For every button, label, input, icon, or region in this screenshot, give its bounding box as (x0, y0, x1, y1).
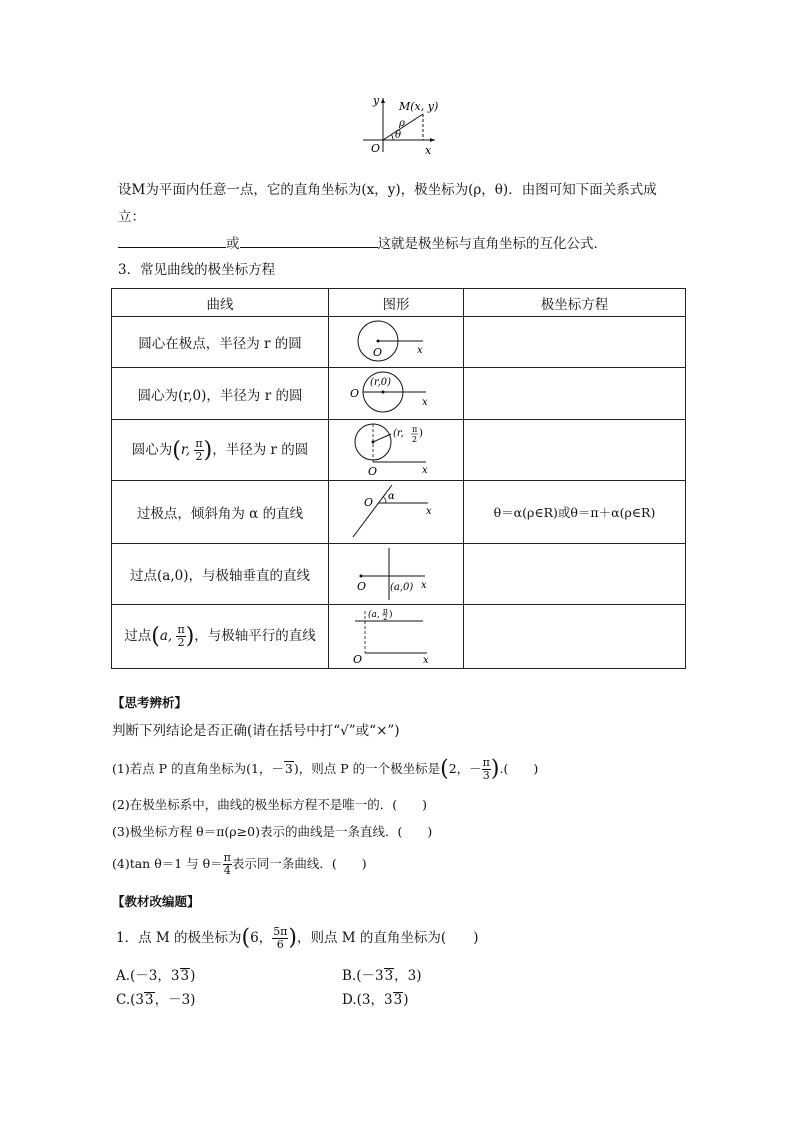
fig-x: x (423, 654, 429, 666)
figure-cell (329, 368, 464, 420)
fig-x: x (421, 580, 427, 591)
circle-above-pole-figure (348, 422, 444, 478)
table-row (112, 481, 686, 544)
or-word: 或 (226, 236, 240, 252)
svg-text:): ) (419, 428, 423, 439)
fig-center-label: (r, (393, 428, 404, 439)
header-figure: 图形 (329, 289, 464, 317)
circle-through-pole-figure (346, 371, 446, 417)
figure-y-label: y (373, 94, 380, 107)
figure-cell (329, 544, 464, 605)
figure-cell (329, 420, 464, 481)
fig-x: x (422, 465, 428, 476)
thinking-heading: 【思考辨析】 (112, 695, 188, 710)
formula-blanks-line (118, 233, 607, 254)
curve-cell: 过极点，倾斜角为 α 的直线 (112, 481, 329, 544)
fig-pi-den: 2 (412, 435, 418, 444)
fig-alpha: α (388, 491, 395, 502)
figure-rho-label: ρ (399, 118, 405, 129)
thinking-q2: (2)在极坐标系中，曲线的极坐标方程不是唯一的．( ) (112, 797, 427, 812)
pi-over-2-fraction: $\frac{\pi}{2}$ (195, 436, 203, 463)
fig-pi-num: π (412, 425, 418, 434)
option-a[interactable]: A.(－3，33) (116, 968, 196, 984)
figure-theta-label: θ (395, 130, 402, 141)
horizontal-line-figure (351, 607, 441, 667)
intro-line1: 设M为平面内任意一点，它的直角坐标为(x，y)，极坐标为(ρ，θ)．由图可知下面关系式成 (118, 182, 657, 198)
figure-cell (329, 605, 464, 669)
polar-coordinate-figure (355, 92, 450, 157)
figure-cell (329, 317, 464, 368)
equation-cell (464, 605, 686, 669)
formula-tail: 这就是极坐标与直角坐标的互化公式． (377, 236, 607, 252)
figure-point-label: M(x, y) (399, 100, 439, 113)
fig-origin: O (368, 465, 378, 478)
figure-x-label: x (425, 144, 432, 157)
blank-2[interactable] (240, 233, 378, 248)
fig-origin: O (357, 580, 367, 593)
fig-x: x (417, 345, 423, 356)
option-d[interactable]: D.(3，33) (342, 992, 409, 1008)
option-c[interactable]: C.(33，－3) (116, 992, 196, 1008)
section3-heading: 3．常见曲线的极坐标方程 (118, 262, 276, 278)
thinking-q1: (1)若点 P 的直角坐标为(1，－3)，则点 P 的一个极坐标是(2，－ $\frac{\pi}{3}$ ).( ) (112, 756, 539, 782)
equation-cell (464, 544, 686, 605)
thinking-q4: (4)tan θ＝1 与 θ＝ $\frac{\pi}{4}$ 表示同一条曲线．( ) (112, 851, 367, 877)
blank-1[interactable] (118, 233, 226, 248)
curve-cell: 过点(a,0)，与极轴垂直的直线 (112, 544, 329, 605)
curve-cell: 圆心为(r, $\frac{\pi}{2}$ )，半径为 r 的圆 (112, 420, 329, 481)
textbook-heading: 【教材改编题】 (112, 894, 200, 909)
table-header-row (112, 289, 686, 317)
fig-pi-num: π (383, 606, 388, 615)
fig-point-label: (a,0) (390, 582, 414, 593)
fig-center-label: (r,0) (370, 376, 392, 388)
table-row (112, 420, 686, 481)
circle-at-pole-figure (351, 319, 441, 365)
option-b[interactable]: B.(－33，3) (342, 968, 422, 984)
fig-point-label: (a, (368, 609, 380, 620)
fig-x: x (426, 506, 432, 517)
intro-line2: 立： (118, 209, 145, 225)
thinking-instruction: 判断下列结论是否正确(请在括号中打“√”或“×”) (112, 723, 400, 739)
equation-cell (464, 368, 686, 420)
textbook-q1: 1．点 M 的极坐标为(6， $\frac{5\pi}{6}$ )，则点 M 的直角坐标为( ) (116, 925, 479, 951)
fig-origin: O (353, 652, 363, 666)
header-curve: 曲线 (112, 289, 329, 317)
thinking-q3: (3)极坐标方程 θ＝π(ρ≥0)表示的曲线是一条直线．( ) (112, 824, 433, 839)
pi-over-2-fraction: $\frac{\pi}{2}$ (177, 623, 185, 649)
fig-origin: O (350, 386, 360, 400)
svg-text:): ) (389, 609, 393, 620)
figure-cell (329, 481, 464, 544)
equation-cell (464, 420, 686, 481)
line-through-pole-figure (348, 483, 444, 541)
curve-cell: 圆心为(r,0)，半径为 r 的圆 (112, 368, 329, 420)
header-equation: 极坐标方程 (464, 289, 686, 317)
table-row (112, 544, 686, 605)
table-row (112, 605, 686, 669)
vertical-line-figure (353, 546, 439, 602)
fig-pi-den: 2 (383, 613, 388, 622)
table-row (112, 317, 686, 368)
curve-cell: 过点(a, $\frac{\pi}{2}$ )，与极轴平行的直线 (112, 605, 329, 669)
fig-origin: O (364, 496, 374, 509)
figure-origin-label: O (371, 142, 381, 155)
equation-cell (464, 317, 686, 368)
curves-table (111, 288, 686, 669)
fig-origin: O (373, 346, 383, 359)
table-row (112, 368, 686, 420)
fig-x: x (422, 396, 428, 408)
equation-cell: θ＝α(ρ∈R)或θ＝π＋α(ρ∈R) (464, 481, 686, 544)
curve-cell: 圆心在极点，半径为 r 的圆 (112, 317, 329, 368)
